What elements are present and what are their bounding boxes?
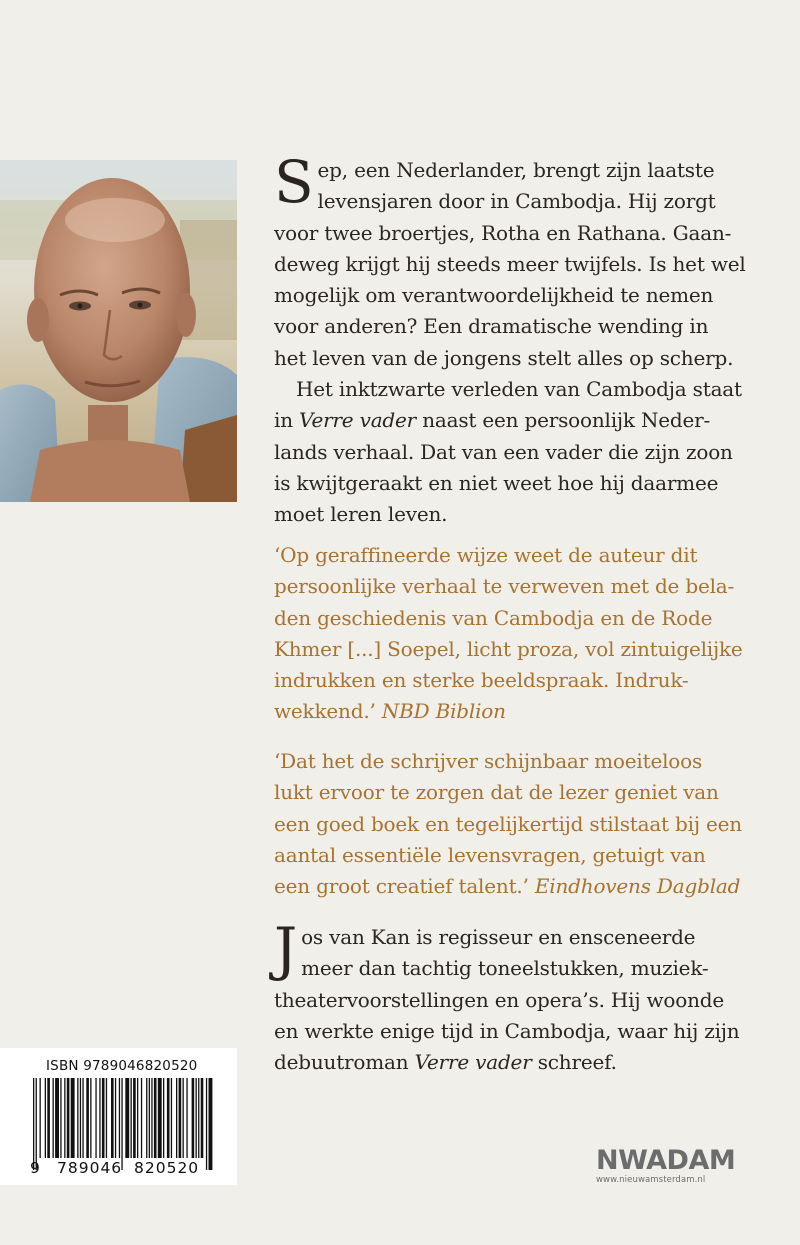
text-line: ‘Dat het de schrijver schijnbaar moeiteloos [274, 749, 703, 773]
barcode-bar [146, 1078, 147, 1158]
logo-wordmark: NWADAM [596, 1145, 736, 1176]
text-line: Het inktzwarte verleden van Cambodja staat [296, 377, 742, 401]
quote-source: Eindhovens Dagblad [534, 874, 741, 899]
drop-cap: J [274, 915, 298, 983]
barcode-bar [55, 1078, 59, 1158]
text-line: Khmer [...] Soepel, licht proza, vol zintuigelijke [274, 636, 743, 661]
barcode-bar [36, 1078, 37, 1170]
text-line: deweg krijgt hij steeds meer twijfels. Is het wel [274, 251, 746, 276]
text-line [274, 871, 774, 902]
barcode-bar [106, 1078, 107, 1158]
text-line [274, 1047, 774, 1078]
barcode-bar [115, 1078, 116, 1158]
text-fragment: in [274, 408, 300, 433]
barcode-bar [149, 1078, 150, 1158]
text-line: den geschiedenis van Cambodja en de Rode [274, 605, 713, 630]
barcode-bars [33, 1078, 213, 1170]
barcode-bar [86, 1078, 89, 1158]
text-fragment: schreef. [531, 1050, 617, 1075]
barcode-bar [60, 1078, 61, 1158]
text-line: en werkte enige tijd in Cambodja, waar hij zijn [274, 1018, 740, 1043]
text-line: lands verhaal. Dat van een vader die zijn zoon [274, 439, 733, 464]
barcode-bar [158, 1078, 162, 1158]
isbn-label: ISBN 9789046820520 [46, 1058, 198, 1074]
author-bio [274, 915, 774, 1078]
barcode-bar [154, 1078, 157, 1158]
barcode-bar [90, 1078, 91, 1158]
publisher-url: www.nieuwamsterdam.nl [596, 1175, 706, 1185]
text-line: aantal essentiële levensvragen, getuigt van [274, 842, 706, 867]
text-line: moet leren leven. [274, 502, 448, 527]
barcode-bar [196, 1078, 197, 1158]
barcode-bar [198, 1078, 199, 1158]
text-line: voor twee broertjes, Rotha en Rathana. Gaan- [274, 220, 732, 245]
barcode-bar [201, 1078, 204, 1158]
text-line: persoonlijke verhaal te verweven met de bela- [274, 574, 735, 599]
barcode-bar [64, 1078, 65, 1158]
text-line: ep, een Nederlander, brengt zijn laatste [317, 158, 715, 182]
book-title: Verre vader [414, 1050, 532, 1075]
drop-cap: S [274, 148, 314, 216]
text-line: is kwijtgeraakt en niet weet hoe hij daarmee [274, 470, 719, 495]
barcode-bar [171, 1078, 172, 1158]
barcode-digits-left: 789046 [57, 1159, 123, 1177]
barcode-bar [133, 1078, 136, 1158]
text-line: mogelijk om verantwoordelijkheid te nemen [274, 283, 714, 308]
text-line: een goed boek en tegelijkertijd stilstaat bij een [274, 811, 742, 836]
review-quote-eindhovens [274, 746, 774, 902]
barcode-bar [119, 1078, 120, 1158]
text-fragment: naast een persoonlijk Neder- [416, 408, 711, 433]
barcode-bar [102, 1078, 105, 1158]
barcode-bar [137, 1078, 138, 1158]
barcode-bar [82, 1078, 83, 1158]
barcode-bar [33, 1078, 34, 1170]
barcode-bar [40, 1078, 41, 1158]
barcode-bar [53, 1078, 54, 1158]
text-line: os van Kan is regisseur en ensceneerde [301, 925, 696, 949]
text-line: het leven van de jongens stelt alles op scherp. [274, 345, 734, 370]
book-title: Verre vader [299, 408, 417, 433]
review-quote-nbd [274, 540, 774, 728]
barcode-bar [125, 1078, 129, 1158]
text-line: meer dan tachtig toneelstukken, muziek- [301, 956, 709, 981]
barcode-bar [47, 1078, 50, 1158]
barcode-bar [131, 1078, 132, 1158]
barcode-bar [71, 1078, 75, 1158]
barcode-bar [151, 1078, 152, 1158]
barcode-bar [167, 1078, 170, 1158]
text-line: indrukken en sterke beeldspraak. Indruk- [274, 668, 689, 693]
quote-source: NBD Biblion [381, 699, 506, 724]
text-line: lukt ervoor te zorgen dat de lezer geniet van [274, 780, 719, 805]
barcode-bar [192, 1078, 195, 1158]
intro-paragraph [274, 148, 774, 374]
barcode-bar [183, 1078, 184, 1158]
barcode-bar [99, 1078, 100, 1158]
barcode-bar [80, 1078, 81, 1158]
barcode-bar [95, 1078, 96, 1158]
text-line: ‘Op geraffineerde wijze weet de auteur dit [274, 543, 698, 567]
text-fragment: debuutroman [274, 1050, 415, 1075]
barcode-bar [111, 1078, 114, 1158]
barcode-bar [206, 1078, 207, 1170]
barcode-bar [77, 1078, 78, 1158]
barcode-bar [45, 1078, 46, 1158]
barcode-box [0, 1048, 237, 1185]
story-paragraph [274, 374, 774, 530]
barcode-bar [141, 1078, 142, 1158]
text-line: levensjaren door in Cambodja. Hij zorgt [317, 189, 716, 214]
publisher-logo [596, 1147, 735, 1185]
text-line [274, 405, 774, 436]
barcode-bar [179, 1078, 182, 1158]
text-fragment: wekkend.’ [274, 699, 382, 724]
barcode-bar [67, 1078, 70, 1158]
text-fragment: een groot creatief talent.’ [274, 874, 535, 899]
barcode-bar [176, 1078, 177, 1158]
barcode-bar [186, 1078, 187, 1158]
barcode-bar [209, 1078, 213, 1170]
text-line: theatervoorstellingen en opera’s. Hij woonde [274, 987, 725, 1012]
text-line: voor anderen? Een dramatische wending in [274, 314, 709, 339]
barcode-bar [121, 1078, 122, 1170]
barcode-digit-first: 9 [30, 1159, 41, 1177]
barcode-bar [163, 1078, 164, 1158]
text-line [274, 696, 774, 727]
author-photo [0, 160, 237, 502]
barcode-digits-right: 820520 [134, 1159, 200, 1177]
